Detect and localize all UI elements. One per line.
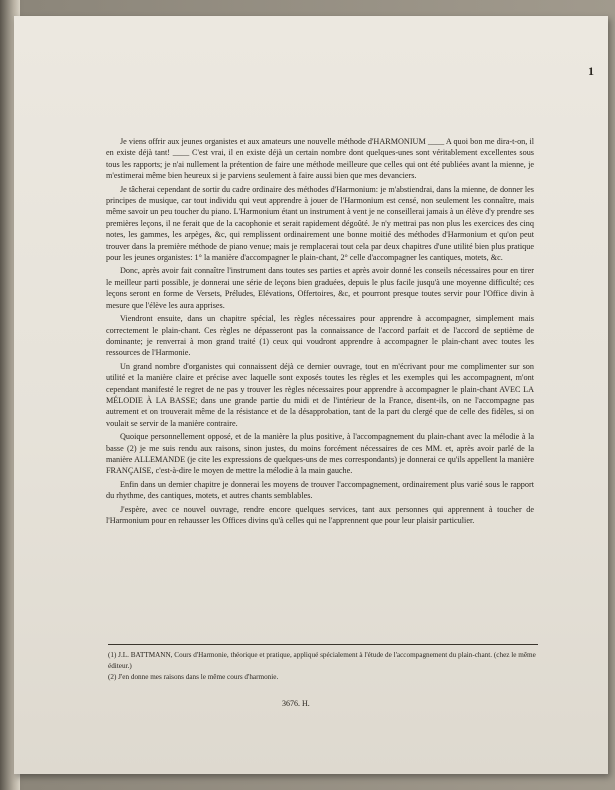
paragraph-organists: Un grand nombre d'organistes qui connaissent déjà ce dernier ouvrage, tout en m'écrivant pour me complimenter sur son utilité et la manière claire et précise avec laquelle sont exposés toutes les règles et les exemples qui les accompagnent, m'ont cependant manifesté le regret de ne pas y trouver les règles nécessaires pour apprendre à accompagner le plain-chant AVEC LA MÉLODIE À LA BASSE; dans une grande partie du midi et de l'intérieur de la France, disent-ils, on ne l'accompagne pas autrement et on trouverait même de la résistance et de la désapprobation, tant de la part du clergé que de celle des fidèles, si on voulait se servir de la manière contraire. — [106, 361, 534, 428]
footnotes — [108, 650, 538, 684]
paragraph-method-plan: Je tâcherai cependant de sortir du cadre ordinaire des méthodes d'Harmonium: je m'abstiendrai, dans la mienne, de donner les principes de musique, car tout individu qui veut apprendre à jouer de l'Harmonium est censé, non seulement les connaître, mais même savoir un peu toucher du piano. L'Harmonium étant un instrument à vent je ne conseillerai jamais à un élève d'y prendre ses premières leçons, il ne ferait que de la cacophonie et serait rapidement dégoûté. Je n'y mettrai pas non plus les exercices des cinq notes, les gammes, les arpèges, &c, qui remplissent ordinairement une bonne moitié des méthodes d'Harmonium et qu'on peut trouver dans la première méthode de piano venue; mais je remplacerai tout cela par deux chapitres d'une utilité bien plus pratique pour les jeunes organistes: 1° la manière d'accompagner le plain-chant, 2° celle d'accompagner les cantiques, motets, &c. — [106, 184, 534, 263]
footnote-2: (2) J'en donne mes raisons dans le même cours d'harmonie. — [108, 673, 279, 681]
footnote-1: (1) J.L. BATTMANN, Cours d'Harmonie, théorique et pratique, appliqué spécialement à l'étude de l'accompagnement du plain-chant. (chez le même éditeur.) — [108, 651, 536, 670]
paragraph-plainchant-rules: Viendront ensuite, dans un chapitre spécial, les règles nécessaires pour apprendre à accompagner, simplement mais correctement le plain-chant. Ces règles ne dépasseront pas la connaissance de l'accord parfait et de l'accord de septième de dominante; je renverrai à mon grand traité (1) ceux qui voudront apprendre à accompagner le plain-chant avec toutes les ressources de l'Harmonie. — [106, 314, 534, 358]
paragraph-intro: Je viens offrir aux jeunes organistes et aux amateurs une nouvelle méthode d'HARMONIUM ____ A quoi bon me dira-t-on, il en existe déjà tant! ____ C'est vrai, il en existe déjà un certain nombre dont quelques-unes sont véritablement excellentes sous tous les rapports; je n'ai nullement la prétention de faire une méthode meilleure que celles qui ont été publiées avant la mienne, je m'estimerai même bien heureux si je parviens seulement à faire aussi bien que mes devanciers. — [106, 137, 534, 181]
paragraph-lessons: Donc, après avoir fait connaître l'instrument dans toutes ses parties et après avoir donné les conseils nécessaires pour en tirer le meilleur parti possible, je donnerai une série de leçons bien graduées, depuis le plus facile jusqu'à une moyenne difficulté; ces leçons seront en forme de Versets, Préludes, Elévations, Offertoires, &c, et pourront presque toutes servir pour l'Office divin à mesure que l'élève les aura apprises. — [106, 266, 534, 310]
plate-number: 3676. H. — [282, 699, 310, 708]
document-page — [14, 16, 608, 774]
page-number: 1 — [588, 64, 594, 78]
body-text — [106, 136, 534, 528]
footnote-divider — [108, 644, 538, 645]
paragraph-melody-bass: Quoique personnellement opposé, et de la manière la plus positive, à l'accompagnement du plain-chant avec la mélodie à la basse (2) je me suis rendu aux raisons, sinon justes, du moins forcément nécessaires de ces MM. et, après avoir parlé de la manière ALLEMANDE (je cite les expressions de quelques-uns de mes correspondants) je donnerai ce qu'ils appellent la manière FRANÇAISE, c'est-à-dire le moyen de mettre la mélodie à la main gauche. — [106, 432, 534, 476]
paragraph-closing: J'espère, avec ce nouvel ouvrage, rendre encore quelques services, tant aux personnes qui apprennent à toucher de l'Harmonium pour en rehausser les Offices divins qu'à celles qui ne l'apprennent que pour leur plaisir particulier. — [106, 504, 534, 525]
paragraph-last-chapter: Enfin dans un dernier chapitre je donnerai les moyens de trouver l'accompagnement, ordinairement plus varié sous le rapport du rhythme, des cantiques, motets, et autres chants semblables. — [106, 479, 534, 501]
